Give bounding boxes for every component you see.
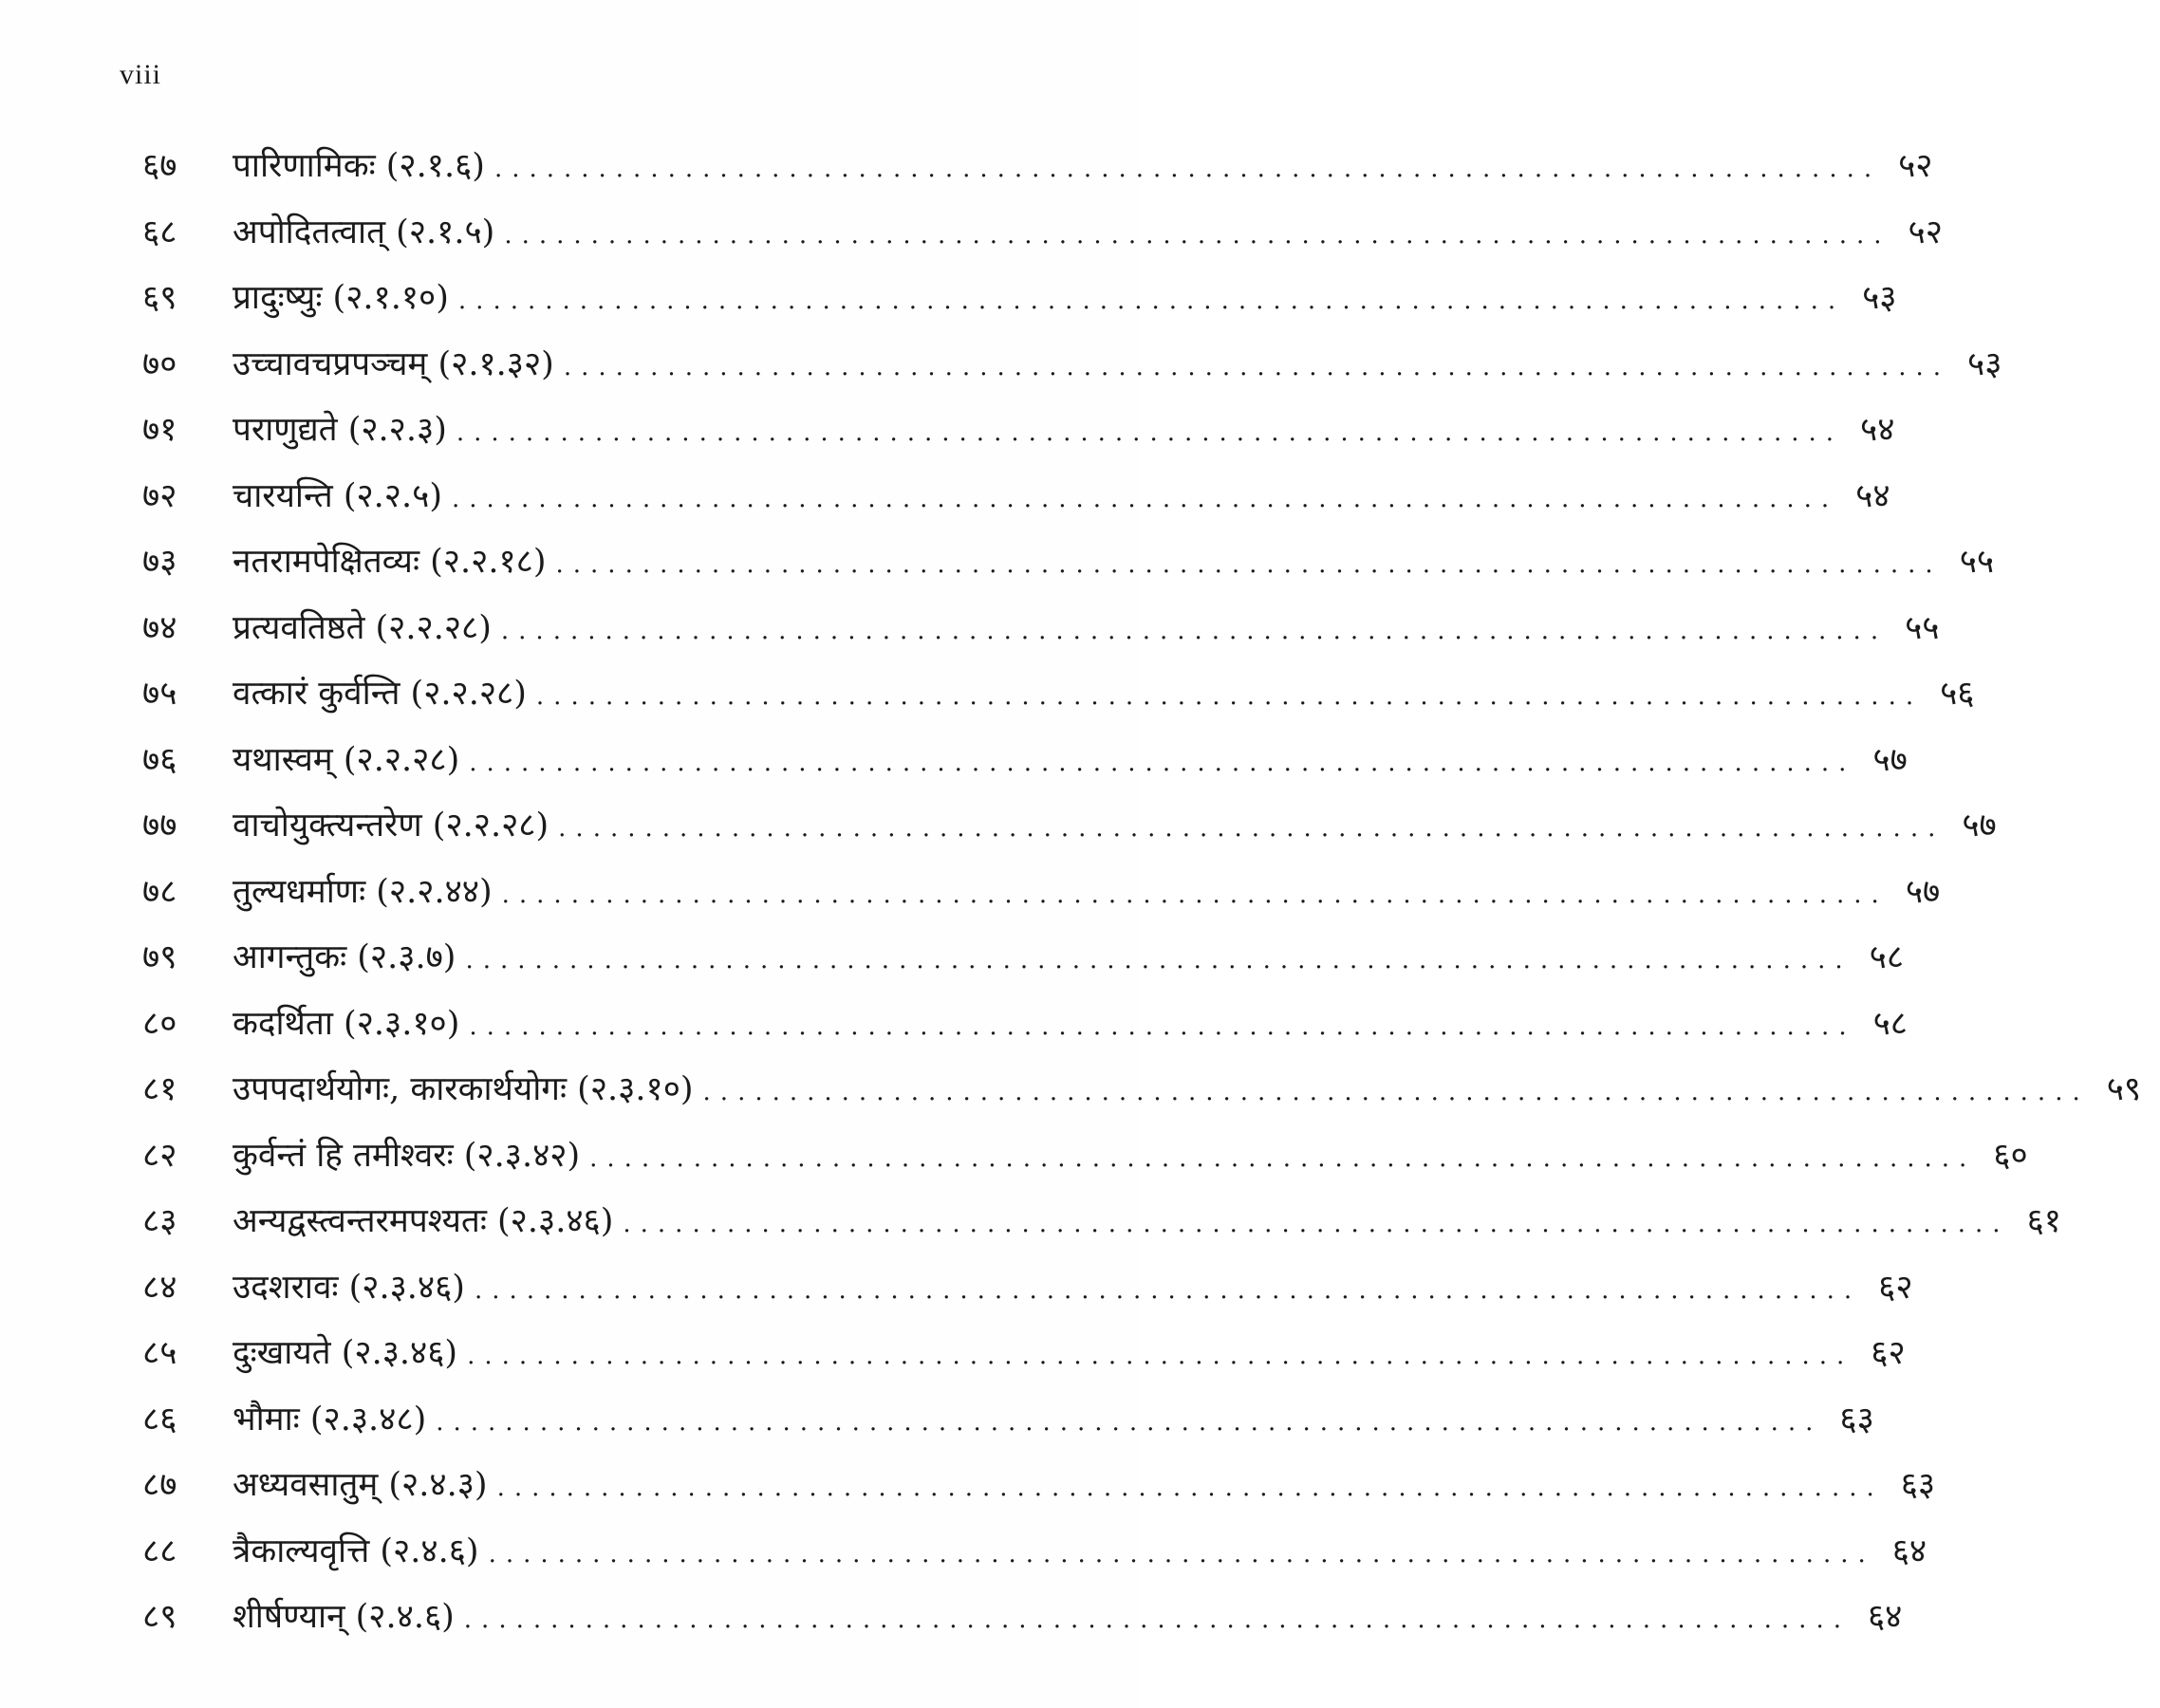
dot-leader: ................................................................................ <box>493 155 1882 183</box>
entry-title: अन्यद्वस्त्वन्तरमपश्यतः (२.३.४६) <box>233 1202 614 1240</box>
dot-leader: ................................................................................ <box>436 1407 1823 1437</box>
entry-number: ८८ <box>142 1532 177 1570</box>
dot-leader: ................................................................................ <box>457 287 1846 315</box>
entry-page-number: ५७ <box>1872 740 1908 779</box>
entry-number: ७२ <box>142 476 177 515</box>
contents-entry <box>142 538 1995 604</box>
entry-number: ७४ <box>142 608 177 647</box>
dot-leader: ................................................................................ <box>469 1012 1856 1041</box>
entry-page-number: ५८ <box>1872 1004 1908 1043</box>
contents-list <box>142 142 2142 1660</box>
dot-leader: ................................................................................ <box>501 880 1889 909</box>
entry-page-number: ५४ <box>1860 411 1895 449</box>
contents-entry <box>142 1461 1936 1528</box>
contents-entry <box>142 209 1943 275</box>
entry-page-number: ६० <box>1993 1136 2028 1175</box>
dot-leader: ................................................................................ <box>456 418 1844 447</box>
entry-page-number: ६२ <box>1878 1268 1913 1307</box>
dot-leader: ................................................................................ <box>500 616 1889 645</box>
dot-leader: ................................................................................ <box>558 814 1946 843</box>
contents-entry <box>142 736 1908 803</box>
contents-entry <box>142 1066 2142 1132</box>
entry-title: प्रादुःष्युः (२.१.१०) <box>233 279 449 317</box>
entry-title: उपपदार्थयोगः, कारकार्थयोगः (२.३.१०) <box>233 1070 694 1108</box>
entry-page-number: ५५ <box>1959 543 1995 581</box>
entry-number: ७८ <box>142 872 177 911</box>
entry-page-number: ५७ <box>1905 872 1941 911</box>
contents-entry <box>142 670 1975 736</box>
entry-page-number: ५८ <box>1869 938 1905 976</box>
dot-leader: ................................................................................ <box>467 1342 1854 1370</box>
entry-page-number: ५२ <box>1908 213 1943 251</box>
entry-title: दुःखायते (२.३.४६) <box>233 1334 458 1372</box>
entry-page-number: ६३ <box>1900 1466 1936 1504</box>
entry-number: ६७ <box>142 147 177 185</box>
entry-number: ६८ <box>142 213 177 251</box>
contents-entry <box>142 1000 1908 1067</box>
dot-leader: ................................................................................ <box>452 484 1839 513</box>
entry-number: ६९ <box>142 279 177 317</box>
contents-entry <box>142 1132 2028 1198</box>
entry-number: ७१ <box>142 411 177 449</box>
entry-page-number: ५३ <box>1862 279 1897 317</box>
contents-entry <box>142 1264 1913 1330</box>
entry-number: ७९ <box>142 938 177 976</box>
contents-entry <box>142 1197 2061 1264</box>
entry-title: चारयन्ति (२.२.५) <box>233 476 442 515</box>
entry-number: ८१ <box>142 1070 177 1108</box>
entry-page-number: ५९ <box>2106 1070 2142 1108</box>
contents-entry <box>142 802 1997 868</box>
entry-number: ७७ <box>142 807 177 845</box>
entry-page-number: ५४ <box>1855 476 1890 515</box>
entry-number: ८४ <box>142 1268 177 1307</box>
entry-number: ७३ <box>142 543 177 581</box>
page-folio: viii <box>120 59 162 90</box>
entry-title: कदर्थिता (२.३.१०) <box>233 1004 460 1043</box>
entry-number: ८२ <box>142 1136 177 1175</box>
entry-title: वाचोयुक्त्यन्तरेण (२.२.२८) <box>233 807 549 845</box>
dot-leader: ................................................................................ <box>488 1539 1875 1569</box>
contents-entry <box>142 406 1895 473</box>
entry-title: शीर्षण्यान् (२.४.६) <box>233 1598 455 1636</box>
entry-number: ७५ <box>142 675 177 713</box>
entry-page-number: ५७ <box>1962 807 1997 845</box>
entry-title: अध्यवसातुम् (२.४.३) <box>233 1466 488 1504</box>
contents-entry <box>142 142 1933 209</box>
dot-leader: ................................................................................ <box>535 682 1924 711</box>
dot-leader: ................................................................................ <box>496 1474 1884 1502</box>
entry-page-number: ५२ <box>1898 147 1933 185</box>
contents-entry <box>142 868 1941 935</box>
dot-leader: ................................................................................ <box>623 1210 2010 1238</box>
entry-title: यथास्वम् (२.२.२८) <box>233 740 460 779</box>
dot-leader: ................................................................................ <box>555 550 1943 579</box>
contents-entry <box>142 1329 1906 1396</box>
contents-entry <box>142 341 2002 407</box>
dot-leader: ................................................................................ <box>463 1606 1851 1634</box>
contents-entry <box>142 604 1940 671</box>
contents-entry <box>142 1528 1927 1594</box>
entry-page-number: ५३ <box>1967 344 2002 383</box>
entry-number: ८३ <box>142 1202 177 1240</box>
entry-title: भौमाः (२.३.४८) <box>233 1400 427 1439</box>
entry-title: उदशरावः (२.३.४६) <box>233 1268 465 1307</box>
entry-page-number: ५६ <box>1940 675 1975 713</box>
entry-title: नतरामपेक्षितव्यः (२.२.१८) <box>233 543 547 581</box>
contents-entry <box>142 1396 1874 1462</box>
entry-title: अपोदितत्वात् (२.१.५) <box>233 213 495 251</box>
entry-number: ८७ <box>142 1466 177 1504</box>
dot-leader: ................................................................................ <box>504 220 1891 250</box>
entry-number: ८६ <box>142 1400 177 1439</box>
entry-page-number: ६२ <box>1871 1334 1906 1372</box>
entry-page-number: ६१ <box>2026 1202 2061 1240</box>
dot-leader: ................................................................................ <box>563 352 1951 381</box>
entry-number: ७६ <box>142 740 177 779</box>
entry-title: कुर्वन्तं हि तमीश्वरः (२.३.४२) <box>233 1136 581 1175</box>
entry-page-number: ६३ <box>1839 1400 1874 1439</box>
entry-page-number: ६४ <box>1891 1532 1927 1570</box>
contents-entry <box>142 473 1890 539</box>
entry-title: पराणुद्यते (२.२.३) <box>233 411 447 449</box>
entry-page-number: ६४ <box>1867 1598 1903 1636</box>
entry-number: ७० <box>142 344 177 383</box>
entry-title: प्रत्यवतिष्ठते (२.२.२८) <box>233 608 492 647</box>
contents-entry <box>142 274 1897 341</box>
entry-title: उच्चावचप्रपञ्चम् (२.१.३२) <box>233 344 554 383</box>
contents-entry <box>142 1593 1903 1660</box>
entry-title: आगन्तुकः (२.३.७) <box>233 938 456 976</box>
entry-number: ८० <box>142 1004 177 1043</box>
entry-title: वत्कारं कुर्वन्ति (२.२.२८) <box>233 675 527 713</box>
dot-leader: ................................................................................ <box>589 1143 1977 1173</box>
dot-leader: ................................................................................ <box>702 1078 2090 1106</box>
dot-leader: ................................................................................ <box>474 1275 1862 1305</box>
entry-title: त्रैकाल्यवृत्ति (२.४.६) <box>233 1532 479 1570</box>
entry-title: तुल्यधर्माणः (२.२.४४) <box>233 872 493 911</box>
dot-leader: ................................................................................ <box>469 748 1856 777</box>
entry-number: ८५ <box>142 1334 177 1372</box>
entry-title: पारिणामिकः (२.१.६) <box>233 147 485 185</box>
entry-number: ८९ <box>142 1598 177 1636</box>
dot-leader: ................................................................................ <box>465 946 1853 975</box>
entry-page-number: ५५ <box>1905 608 1940 647</box>
contents-entry <box>142 934 1905 1000</box>
